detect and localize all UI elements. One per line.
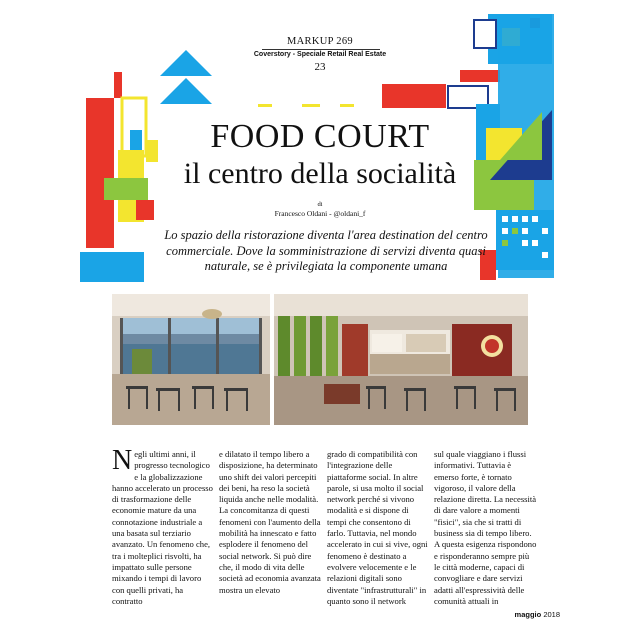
body-column-1	[112, 445, 215, 607]
issue-date	[460, 610, 560, 619]
magazine-name: MARKUP 269	[287, 36, 353, 47]
column-text: grado di compatibilità con l'integrazione delle piattaforme social. In altre parole, si usa molto il social network perché si vivono modalità e si dispone di tempi che consentono di farlo. Tuttavia, nel mondo accelerato in cui si vive, ogni fenomeno è destinato a evolvere velocemente e le relazioni digitali sono diventate "infrastrutturali" in quanto sono il network	[327, 449, 428, 606]
column-text: egli ultimi anni, il progresso tecnologico e la globalizzazione hanno accelerato un processo di trasformazione delle economie mature da una connotazione industriale a una basata sul terziario avanzato. Un fenomeno che, tra i molteplici risvolti, ha impattato sulle persone mixando i tempi di lavoro con quelli privati, ha contratto	[112, 449, 213, 606]
body-column-2	[219, 449, 322, 596]
author-byline: Francesco Oldani - @oldani_f	[274, 209, 366, 218]
photo-lake-view-food-court	[112, 294, 270, 425]
issue-year: 2018	[543, 610, 560, 619]
article-subtitle: il centro della socialità	[183, 157, 457, 190]
photo-food-court-counters	[274, 294, 528, 425]
body-column-4	[434, 449, 537, 607]
issue-month: maggio	[514, 610, 542, 619]
lead-paragraph: Lo spazio della ristorazione diventa l'area destination del centro commerciale. Dove la somministrazione di servizi diventa quasi naturale, se è privilegiata la componente umana	[164, 228, 488, 273]
byline-prefix: di	[317, 201, 323, 208]
section-label: Coverstory - Speciale Retail Real Estate	[253, 51, 387, 58]
page-number: 23	[314, 61, 326, 73]
column-text: e dilatato il tempo libero a disposizione, ha determinato uno shift dei valori percepiti dei beni, ha reso la società liquida anche nelle modalità. La concomitanza di questi fenomeni con l'aumento della mobilità ha innescato e fatto esplodere il fenomeno del social network. Si può dire che, il modo di vita delle società ad economia avanzata mostra un elevato	[219, 449, 321, 595]
column-text: sul quale viaggiano i flussi informativi. Tuttavia è emerso forte, è tornato vigoroso, il valore della relazione diretta. La necessità di dare valore a momenti "fisici", sia che si tratti di business sia di tempo libero. A questa esigenza rispondono e risponderanno sempre più le città moderne, capaci di convogliare e dare servizi adatti all'espressività delle comunità attuali in	[434, 449, 537, 606]
drop-cap: N	[112, 445, 133, 476]
header-divider	[262, 49, 380, 50]
article-title: FOOD COURT	[210, 118, 430, 155]
body-column-3	[327, 449, 430, 607]
